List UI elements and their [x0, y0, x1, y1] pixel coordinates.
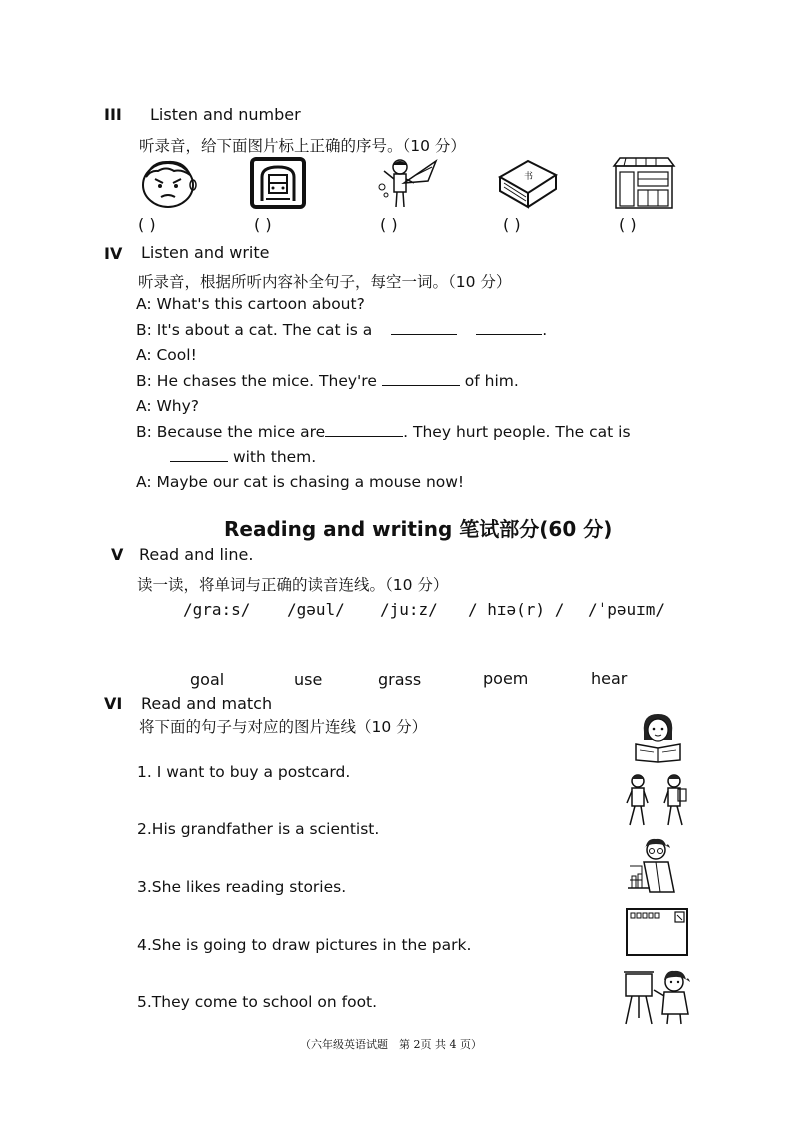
blank-field[interactable]: [391, 320, 457, 335]
blank-field[interactable]: [382, 371, 460, 386]
dialogue-text: with them.: [232, 448, 317, 466]
dialogue-text: of him.: [464, 372, 519, 390]
svg-text:书: 书: [524, 172, 534, 182]
shop-icon: [612, 156, 676, 210]
dialogue-line: [136, 447, 316, 466]
phonetic-item[interactable]: /ˈpəuɪm/: [588, 600, 666, 619]
word-item[interactable]: goal: [190, 670, 225, 689]
blank-field[interactable]: [170, 447, 228, 462]
dialogue-line: A: What's this cartoon about?: [136, 295, 365, 313]
match-sentence[interactable]: 2.His grandfather is a scientist.: [137, 820, 380, 838]
blank-field[interactable]: [476, 320, 542, 335]
answer-bracket[interactable]: ( ): [503, 215, 521, 234]
phonetic-item[interactable]: /gəul/: [287, 600, 345, 619]
dialogue-line: [136, 371, 519, 390]
section-5-instruction: 读一读，将单词与正确的读音连线。（10 分）: [137, 576, 449, 594]
answer-bracket[interactable]: ( ): [138, 215, 156, 234]
dialogue-text: . They hurt people. The cat is: [403, 423, 631, 441]
dialogue-line: B: It's about a cat. The cat is a .: [136, 321, 548, 339]
section-5-number: V: [111, 545, 124, 564]
section-4-instruction: 听录音，根据所听内容补全句子，每空一词。（10 分）: [138, 273, 512, 291]
phonetic-item[interactable]: /ju:z/: [380, 600, 438, 619]
answer-bracket[interactable]: ( ): [254, 215, 272, 234]
girl-drawing-icon[interactable]: [622, 968, 694, 1026]
word-item[interactable]: hear: [591, 669, 628, 688]
dialogue-line: [136, 422, 631, 441]
section-4-number: IV: [104, 244, 123, 263]
section-3-instruction: 听录音，给下面图片标上正确的序号。（10 分）: [139, 137, 466, 155]
section-3-title: Listen and number: [150, 105, 301, 124]
phonetic-item[interactable]: /gra:s/: [183, 600, 251, 619]
reading-writing-heading: Reading and writing 笔试部分(60 分): [224, 517, 613, 541]
match-sentence[interactable]: 5.They come to school on foot.: [137, 993, 378, 1011]
section-5-title: Read and line.: [139, 545, 254, 564]
scientist-icon[interactable]: [628, 836, 690, 894]
dialogue-line: A: Why?: [136, 397, 200, 415]
section-4-title: Listen and write: [141, 243, 270, 262]
children-walking-icon[interactable]: [624, 771, 692, 829]
phonetic-item[interactable]: / hɪə(r) /: [468, 600, 565, 619]
page-footer: （六年级英语试题 第 2页 共 4 页）: [300, 1038, 482, 1051]
angry-face-icon: [138, 157, 198, 209]
section-6-number: VI: [104, 694, 123, 713]
answer-bracket[interactable]: ( ): [380, 215, 398, 234]
pilot-rocket-icon: [376, 155, 444, 211]
subway-sign-icon: [250, 157, 306, 209]
match-sentence[interactable]: 4.She is going to draw pictures in the park.: [137, 936, 472, 954]
blank-field[interactable]: [325, 422, 403, 437]
postcard-icon[interactable]: [625, 907, 689, 957]
dialogue-line: A: Maybe our cat is chasing a mouse now!: [136, 473, 465, 491]
dialogue-line: A: Cool!: [136, 346, 197, 364]
match-sentence[interactable]: 3.She likes reading stories.: [137, 878, 347, 896]
book-icon: [494, 155, 560, 211]
dialogue-text: B: It's about a cat. The cat is a: [136, 321, 373, 339]
match-sentence[interactable]: 1. I want to buy a postcard.: [137, 763, 351, 781]
section-6-instruction: 将下面的句子与对应的图片连线（10 分）: [139, 718, 428, 736]
section-3-number: III: [104, 105, 122, 124]
dialogue-text: B: Because the mice are: [136, 423, 326, 441]
dialogue-text: B: He chases the mice. They're: [136, 372, 377, 390]
word-item[interactable]: grass: [378, 670, 422, 689]
section-6-title: Read and match: [141, 694, 273, 713]
answer-bracket[interactable]: ( ): [619, 215, 637, 234]
girl-reading-icon[interactable]: [632, 710, 684, 762]
word-item[interactable]: use: [294, 670, 323, 689]
word-item[interactable]: poem: [483, 669, 529, 688]
